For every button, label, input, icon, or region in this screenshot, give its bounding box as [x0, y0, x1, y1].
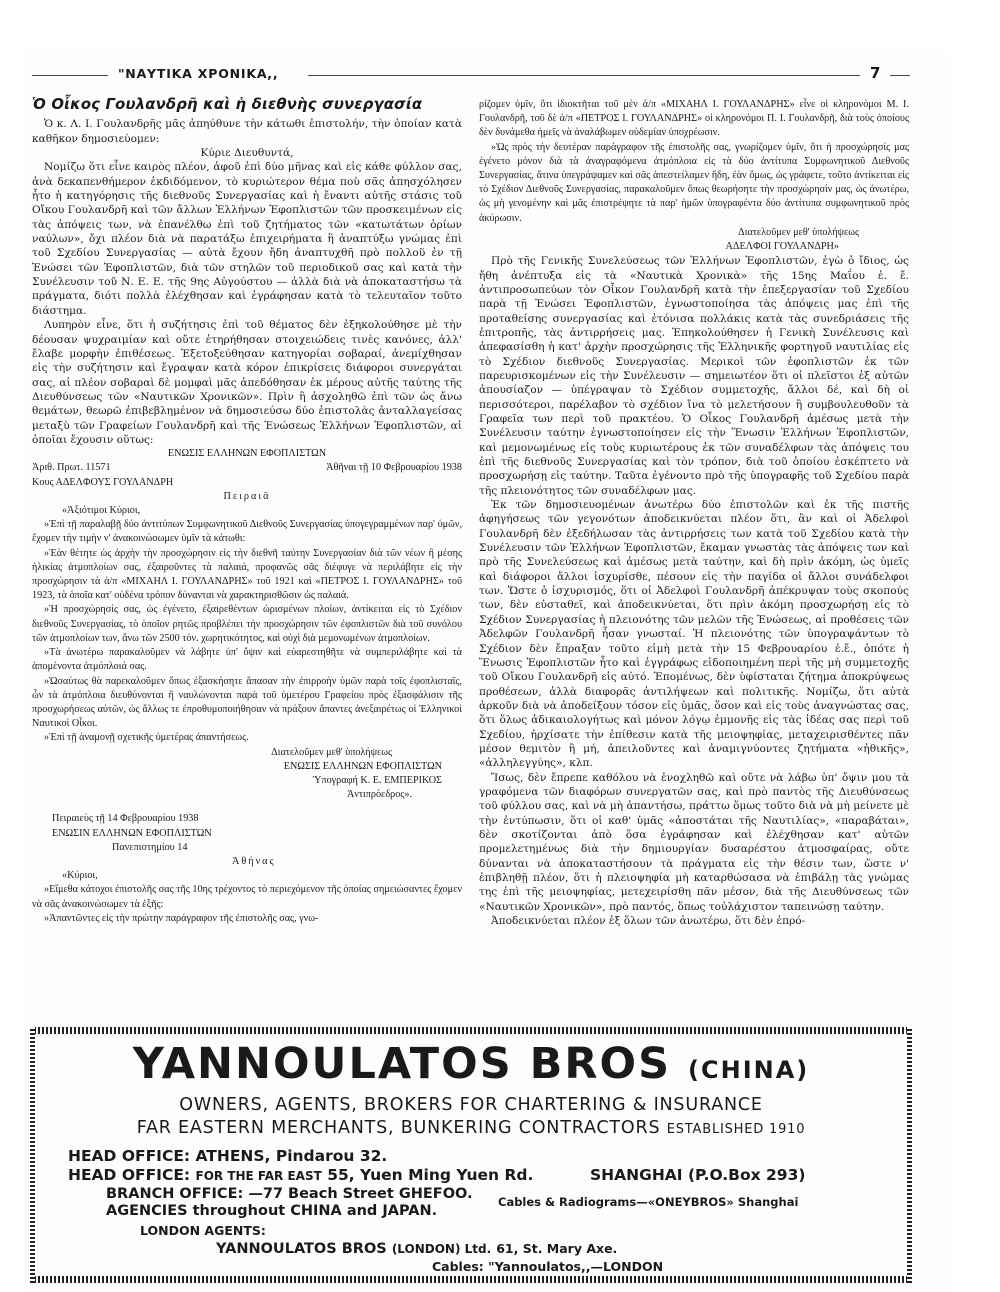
letter2-signature: ΑΔΕΛΦΟΙ ΓΟΥΛΑΝΔΡΗ»	[725, 241, 839, 253]
letter2-recipient: ΕΝΩΣΙΝ ΕΛΛΗΝΩΝ ΕΦΟΠΛΙΣΤΩΝ	[52, 827, 212, 839]
letter1-signature-name: Ὑπογραφή Κ. Ε. ΕΜΠΕΡΙΚΟΣ	[312, 774, 442, 786]
intro-paragraph: Ὁ κ. Λ. Ι. Γουλανδρῆς μᾶς ἀπηύθυνε τὴν κάτωθι ἐπιστολήν, τὴν ὁποίαν κατὰ καθῆκον δημοσιεύομεν:	[32, 118, 462, 145]
ad-border-top	[30, 1027, 912, 1034]
letter1-signature-role: Ἀντιπρόεδρος».	[346, 789, 412, 801]
page-number: 7	[870, 64, 881, 82]
letter2-date: Πειραιεὺς τῇ 14 Φεβρουαρίου 1938	[52, 813, 199, 825]
head-office-athens: HEAD OFFICE: ATHENS, Pindarou 32.	[68, 1147, 388, 1165]
letter1-city: Πειραιᾶ	[223, 490, 271, 502]
letter2-greeting: «Κύριοι,	[62, 870, 98, 882]
london-company: YANNOULATOS BROS	[216, 1241, 387, 1257]
company-name: YANNOULATOS BROS	[132, 1039, 672, 1089]
paragraph: Λυπηρὸν εἶνε, ὅτι ἡ συζήτησις ἐπὶ τοῦ θέματος δὲν ἐξηκολούθησε μὲ τὴν δέουσαν ψυχραιμίαν καὶ οὔτε ἐτηρήθησαν στοιχειώδεις τινὲς κανόνες, ἀλλ' ἔλαβε μορφὴν ἐπιθέσεως. Ἐξετοξεύθησαν κατηγορίαι σοβαραί, ἀνεμίχθησαν εἰς τὴν συζήτησιν καὶ ἔγραψαν κατὰ κόρον ἐπικρίσεις διάφοροι συνεργάται σας, αἱ πλέον σοβαραὶ δὲ μομφαὶ μᾶς ἀπεδόθησαν ἐκ μέρους αὐτῆς ταύτης τῆς Διευθύνσεως τῶν «Ναυτικῶν Χρονικῶν». Πρὶν ἢ ἀσχοληθῶ ἐπὶ τῶν ὡς ἄνω θεμάτων, θεωρῶ ἐπιβεβλημένον νὰ δημοσιεύσω δύο ἐπιστολὰς ἀνταλλαγείσας μεταξὺ τῶν Γραφείων Γουλανδρῆ καὶ τῆς Ἑνώσεως Ἑλλήνων Ἐφοπλιστῶν, αἱ ὁποῖαι ἔχουσιν οὕτως:	[32, 319, 462, 446]
london-agents-label: LONDON AGENTS:	[140, 1223, 266, 1238]
letter2-closing: Διατελοῦμεν μεθ' ὑπολήψεως	[738, 226, 859, 238]
established: ESTABLISHED 1910	[666, 1122, 806, 1137]
salutation: Κύριε Διευθυντά,	[200, 147, 294, 160]
far-east-address: 55, Yuen Ming Yuen Rd.	[327, 1166, 534, 1184]
merchants-text: FAR EASTERN MERCHANTS, BUNKERING CONTRACTORS	[136, 1118, 661, 1138]
letter2-street: Πανεπιστημίου 14	[112, 841, 188, 853]
paragraph: Ἐκ τῶν δημοσιευομένων ἀνωτέρω δύο ἐπιστολῶν καὶ ἐκ τῆς πιστῆς ἀφηγήσεως τῶν γεγονότων ἀποδεικνύεται πλέον ὅτι, ἂν καὶ οἱ Ἀδελφοὶ Γουλανδρῆ δὲν ἐξεδήλωσαν τὰς ἀντιρρήσεις των κατὰ τοῦ Σχεδίου κατὰ τὴν Συνέλευσιν τῶν Ἑλλήνων Ἐφοπλιστῶν, ἔκαμαν γνωστὰς τὰς ἀπόψεις των καὶ πρὸ τῆς Συνελεύσεως καὶ ἀμέσως μετὰ ταύτην, καὶ δὴ πρὶν ἀκόμη, ὡς ὑμεῖς καὶ διάφοροι ἄλλοι ἰσχυρίσθε, πέσουν εἰς τὴν παγίδα οἱ ἄλλοι συνάδελφοι των. Ὥστε ὁ ἰσχυρισμός, ὅτι οἱ Ἀδελφοὶ Γουλανδρῆ ἀπέκρυψαν τοὺς σκοπούς των, δὲν εὐσταθεῖ, καὶ ἀποδεικνύεται, ὅτι πρὶν ἀκόμη προσχωρήσῃ εἰς τὸ Σχέδιον Συνεργασίας ἡ πλειονότης τῶν μελῶν τῆς Ἑνώσεως, αἱ προθέσεις τῶν Ἀδελφῶν Γουλανδρῆ ἦσαν γνωσταί. Ἡ πλειονότης τῶν ὑπογραψάντων τὸ Σχέδιον δὲν ἔπραξαν τοῦτο εἰμὴ μετὰ τὴν 15 Φεβρουαρίου ἐ.ἔ., ὁπότε ἡ Ἕνωσις Ἐφοπλιστῶν ἦτο καὶ ἐγγράφως εἰδοποιημένη περὶ τῆς μὴ συμμετοχῆς τοῦ Οἴκου Γουλανδρῆ εἰς αὐτό. Ἑπομένως, δὲν ὑφίσταται ζήτημα ἀποκρύψεως προθέσεων, ἀλλὰ διαφορᾶς ἀντιλήψεων καὶ πολιτικῆς. Νομίζω, ὅτι αὐτὰ ἀρκοῦν διὰ νὰ ἀποδείξουν τόσον εἰς ὑμᾶς, ὅσον καὶ εἰς τοὺς ἀναγνώστας σας, ὅτι ὅλως ἀδικαιολογήτως καὶ μόνον λόγῳ ἐμμονῆς εἰς τὰς ἰδέας σας περὶ τοῦ Σχεδίου, ἠρχίσατε τὴν ἐπίθεσιν κατὰ τῆς μειοψηφίας, μεταχειρισθέντες πᾶν μέσον θεμιτὸν ἢ μή, ἀπειλοῦντες καὶ ἀναμιγνύοντες ζητήματα «ἠθικῆς», «ἀλληλεγγύης», κλπ.	[479, 499, 909, 770]
letter1-paragraph: »Ἐπὶ τῇ παραλαβῇ δύο ἀντιτύπων Συμφωνητικοῦ Διεθνοῦς Συνεργασίας ὑπογεγραμμένων παρ' ὑμῶν, ἔχομεν τὴν τιμὴν ν' ἀνακοινώσωμεν ὑμῖν τὰ κάτωθι:	[32, 519, 462, 545]
paragraph: Πρὸ τῆς Γενικῆς Συνελεύσεως τῶν Ἑλλήνων Ἐφοπλιστῶν, ἐγὼ ὁ ἴδιος, ὡς ἤθη ἀνέπτυξα εἰς τὰ «Ναυτικὰ Χρονικὰ» τῆς 15ης Μαΐου ἐ. ἔ. ἀντιπροσωπεύων τὸν Οἶκον Γουλανδρῆ κατὰ τὴν ἐπεξεργασίαν τοῦ Σχεδίου παρὰ τῇ Ἑνώσει Ἐφοπλιστῶν, ἐγνωστοποίησα τὰς ἀπόψεις μας ἐπὶ τῆς προταθείσης συνεργασίας καὶ ἐτόνισα πολλάκις κατὰ τὰς συνεδριάσεις τῆς ἐπιτροπῆς, τὰς ἀντιρρήσεις μας. Ἐπηκολούθησεν ἡ Γενικὴ Συνέλευσις καὶ ἀπεφασίσθη ἡ κατ' ἀρχὴν προσχώρησις τῆς Ἑλληνικῆς φορτηγοῦ ναυτιλίας εἰς τὸ Σχέδιον διεθνοῦς Συνεργασίας. Μερικοὶ τῶν ἐφοπλιστῶν ἐκ τῶν παρευρισκομένων εἰς τὴν Συνέλευσιν — σημειωτέον ὅτι οἱ πλεῖστοι ἐξ αὐτῶν ἀπουσίαζον — ὑπέγραψαν τὸ Σχέδιον συμμετοχῆς, ἄλλοι δέ, καὶ δὴ οἱ περισσότεροι, παρέλαβον τὸ σχέδιον ἵνα τὸ μελετήσουν ἢ συμβουλευθοῦν τὰ Γραφεῖα των περὶ τοῦ πρακτέου. Ὁ Οἶκος Γουλανδρῆ ἀμέσως μετὰ τὴν Συνέλευσιν ταύτην ἐγνωστοποίησεν εἰς τὴν Ἕνωσιν Ἑλλήνων Ἐφοπλιστῶν, καὶ μεμονωμένως εἰς τοὺς κυριωτέρους ἐκ τῶν συναδέλφων τὰς ἀπόψεις του ἐπὶ τῆς διεθνοῦς Συνεργασίας καὶ τὸν τρόπον, διὰ τοῦ ὁποίου ἐσκέπτετο νὰ προσχωρήσῃ εἰς ταύτην. Ταῦτα ἐγένοντο πρὸ τῆς ὑπογραφῆς τοῦ Σχεδίου παρὰ τῆς πλειονότητος τῶν συναδέλφων μας.	[479, 255, 909, 497]
letter2-paragraph: »Ἀπαντῶντες εἰς τὴν πρώτην παράγραφον τῆς ἐπιστολῆς σας, γνω-	[44, 912, 319, 924]
company-suffix: (CHINA)	[688, 1056, 810, 1084]
header-rule-middle	[308, 75, 860, 76]
paragraph: Νομίζω ὅτι εἶνε καιρὸς πλέον, ἀφοῦ ἐπὶ δύο μῆνας καὶ εἰς κάθε φύλλον σας, ἀνὰ δεκαπενθήμερον ἐκδιδόμενον, τὸ κυριώτερον θέμα ποὺ σᾶς ἀπησχόλησεν ἦτο ἡ κατηγόρησις τῆς διεθνοῦς Συνεργασίας καὶ ἡ ἔναντι αὐτῆς στάσις τοῦ Οἴκου Γουλανδρῆ καὶ τῶν ἄλλων Ἑλλήνων Ἐφοπλιστῶν τῶν προσκειμένων εἰς τὰς ἀπόψεις των, νὰ ἐπανέλθω ἐπὶ τοῦ ζητήματος τῶν «κατωτάτων ὁρίων ναύλων», ὄχι πλέον διὰ νὰ παρατάξω ἐπιχειρήματα ἢ ἀναπτύξω γνώμας ἐπὶ τοῦ Σχεδίου Συνεργασίας — αὐτὰ ἔχουν ἤδη ἀναπτυχθῆ πρὸ πολλοῦ ἐν τῇ Ἑνώσει τῶν Ἐφοπλιστῶν, διὰ τῶν στηλῶν τοῦ περιοδικοῦ σας καὶ κατὰ τὴν Συνέλευσιν τοῦ Ν. Ε. Ε. τῆς 9ης Αὐγούστου — ἀλλὰ διὰ νὰ ἀποκαταστήσω τὰ πράγματα, διότι πολλὰ ἐλέχθησαν καὶ ἐγράφησαν κατὰ τὸ τελευταῖον τοῦτο διάστημα.	[32, 161, 462, 317]
ad-merchants-line	[30, 1118, 912, 1138]
running-header	[32, 66, 910, 82]
advertisement	[30, 1027, 912, 1283]
head-office-label: HEAD OFFICE:	[68, 1166, 191, 1184]
london-company-line	[216, 1241, 617, 1257]
shanghai-pobox: SHANGHAI (P.O.Box 293)	[590, 1166, 806, 1184]
cables-shanghai: Cables & Radiograms—«ONEYBROS» Shanghai	[498, 1195, 799, 1209]
header-rule-right	[890, 75, 910, 76]
letter2-continuation: ρίζομεν ὑμῖν, ὅτι ἰδιοκτῆται τοῦ μὲν ἀ/π «ΜΙΧΑΗΛ Ι. ΓΟΥΛΑΝΔΡΗΣ» εἶνε οἱ κληρονόμοι Μ. Ι. Γουλανδρῆ, τοῦ δὲ ἀ/π «ΠΕΤΡΟΣ Ι. ΓΟΥΛΑΝΔΡΗΣ» οἱ κληρονόμοι Π. Ι. Γουλανδρῆ, διὰ τοὺς ὁποίους δὲν δυνάμεθα ἡμεῖς νὰ ἀναλάβωμεν οὐδεμίαν ὑποχρέωσιν.	[479, 99, 909, 139]
letter1-paragraph: »Ὡσαύτως θὰ παρεκαλοῦμεν ὅπως ἐξασκήσητε ἅπασαν τὴν ἐπιρροὴν ὑμῶν παρὰ τοῖς ἐφοπλισταῖς, ὧν τὰ ἀτμόπλοια διευθύνονται ἢ ναυλώνονται παρὰ τοῦ ὑμετέρου Γραφείου πρὸς ἐξασφάλισιν τῆς προσχωρήσεως αὐτῶν, ὡς ἄλλως τε ἐπροθυμοποιήθησαν νὰ πράξουν ἅπαντες ἀνεξαιρέτως οἱ Ἑλληνικοὶ Ναυτικοὶ Οἶκοι.	[32, 675, 462, 730]
paragraph: Ἴσως, δὲν ἔπρεπε καθόλου νὰ ἐνοχληθῶ καὶ οὔτε νὰ λάβω ὑπ' ὄψιν μου τὰ γραφόμενα τῶν διαφόρων συνεργατῶν σας, καὶ πρὸ παντὸς τῆς Διευθύνσεως τοῦ φύλλου σας, καὶ νὰ μὴ ἀπαντήσω, πράττω ὅμως τοῦτο διὰ νὰ μὴ μείνετε μὲ τὴν ἐντύπωσιν, ὅτι οἱ καθ' ὑμᾶς «ἀποστάται τῆς Ναυτιλίας», «παραβάται», δὲν σκοτίζονται ἀπὸ ὅσα ἐγράφησαν καὶ ἐλέχθησαν κατ' αὐτῶν προμελετημένως διὰ τὴν δημιουργίαν δυσαρέστου ἀτμοσφαίρας, οὔτε δύνανται νὰ ἀποκαταστήσουν τὰ πράγματα εἰς τὴν θέσιν των, ὥστε ν' ἐπιβληθῇ πλέον, ὅτι ἡ πλειοψηφία μὴ καταρθώσασα νὰ ἐπιβάλῃ τὰς γνώμας της ἐπὶ τῆς μειοψηφίας, μετεχειρίσθη πᾶν μέσον, διὰ τῆς Διευθύνσεως τῶν «Ναυτικῶν Χρονικῶν», πρὸ παντός, ὅπως τοὐλάχιστον ταπεινώσῃ ταύτην.	[479, 771, 909, 913]
letter1-paragraph: »Τὰ ἀνωτέρω παρακαλοῦμεν νὰ λάβητε ὑπ' ὄψιν καὶ εὐαρεστηθῆτε νὰ συμπεριλάβητε καὶ τὰ ἀπομένοντα ἀτμόπλοιά σας.	[32, 647, 462, 673]
ad-company-name	[30, 1039, 912, 1089]
agencies: AGENCIES throughout CHINA and JAPAN.	[106, 1203, 438, 1219]
letter1-ref: Ἀριθ. Πρωτ. 11571	[32, 462, 111, 474]
letter1-closing: Διατελοῦμεν μεθ' ὑπολήψεως	[271, 746, 392, 758]
letter1-paragraph: »Ἐὰν θέτητε ὡς ἀρχὴν τὴν προσχώρησιν εἰς τὴν διεθνῆ ταύτην Συνεργασίαν διὰ τῶν νέων ἢ μέσης ἡλικίας ἀτμοπλοίων σας, ἐξαιροῦντες τὰ παλαιά, προφανῶς σᾶς διέφυγε νὰ περιλάβητε εἰς τὴν προσχώρησιν τὰ ἀ/π «ΜΙΧΑΗΛ Ι. ΓΟΥΛΑΝΔΡΗΣ» τοῦ 1921 καὶ «ΠΕΤΡΟΣ Ι. ΓΟΥΛΑΝΔΡΗΣ» τοῦ 1923, τὰ ὁποῖα κατ' οὐδένα τρόπον δύνανται νὰ χαρακτηρισθῶσιν ὡς παλαιά.	[32, 547, 462, 602]
branch-office: BRANCH OFFICE: —77 Beach Street GHEFOO.	[106, 1186, 473, 1202]
letter1-date: Ἀθῆναι τῇ 10 Φεβρουαρίου 1938	[326, 462, 462, 474]
london-address: 61, St. Mary Axe.	[496, 1241, 618, 1256]
right-column	[479, 98, 909, 928]
header-rule-left	[32, 75, 108, 76]
letter1-org: ΕΝΩΣΙΣ ΕΛΛΗΝΩΝ ΕΦΟΠΛΙΣΤΩΝ	[167, 448, 327, 460]
left-column	[32, 98, 462, 926]
letter1-greeting: «Ἀξιότιμοι Κύριοι,	[62, 505, 141, 517]
letter2-paragraph: »Εἴμεθα κάτοχοι ἐπιστολῆς σας τῆς 10ης τρέχοντος τὸ περιεχόμενον τῆς ὁποίας σημειώσαντες ἔχομεν νὰ σᾶς ἀνακοινώσωμεν τὰ ἑξῆς:	[32, 884, 462, 910]
publication-title: "ΝΑΥΤΙΚΑ ΧΡΟΝΙΚΑ,,	[118, 66, 279, 81]
letter2-paragraph: »Ὡς πρὸς τὴν δευτέραν παράγραφον τῆς ἐπιστολῆς σας, γνωρίζομεν ὑμῖν, ὅτι ἡ προσχώρησίς μας ἐγένετο μόνον διὰ τὰ ἀναγραφόμενα ἀτμόπλοια εἰς τὰ δύο ἀντίτυπα Συμφωνητικοῦ Διεθνοῦς Συνεργασίας, ἅτινα ὑπεγράψαμεν καὶ σᾶς ἀπεστείλαμεν ἤδη, ἐὰν ὅμως, ὡς γράφετε, τοῦτο ἀντίκειται εἰς τὸ Σχέδιον Διεθνοῦς Συνεργασίας, παρακαλοῦμεν ὅπως θεωρήσητε τὴν προσχώρησίν μας, ὡς ἀνωτέρω, ὡς μὴ γενομένην καὶ μᾶς ἐπιστρέψητε τὰ παρ' ἡμῶν ὑπογραφέντα δύο ἀντίτυπα συμφωνητικοῦ πρὸς ἀκύρωσιν.	[479, 141, 909, 224]
ad-border-bottom	[30, 1276, 912, 1283]
article-heading: Ὁ Οἶκος Γουλανδρῆ καὶ ἡ διεθνὴς συνεργασία	[32, 96, 423, 113]
letter1-ref-line	[32, 461, 462, 475]
letter1-paragraph: »Ἡ προσχώρησίς σας, ὡς ἐγένετο, ἐξαιρεθέντων ὡρισμένων πλοίων, ἀντίκειται εἰς τὸ Σχέδιον διεθνοῦς Συνεργασίας, τὸ ὁποῖον ρητῶς προβλέπει τὴν προσχώρησιν τῶν ἐφοπλιστῶν διὰ τοῦ συνόλου τῶν ἀτμοπλοίων των, ἄνω τῶν 2500 τόν. χωρητικότητος, καὶ οὐχὶ διὰ μεμονωμένων ἀτμοπλοίων.	[32, 604, 462, 644]
head-office-far-east	[68, 1166, 533, 1184]
london-cables: Cables: "Yannoulatos,,—LONDON	[432, 1259, 664, 1274]
london-company-suffix: (LONDON) Ltd.	[391, 1242, 492, 1256]
letter1-signature-org: ΕΝΩΣΙΣ ΕΛΛΗΝΩΝ ΕΦΟΠΛΙΣΤΩΝ	[283, 760, 442, 772]
far-east-label: FOR THE FAR EAST	[195, 1169, 322, 1183]
letter1-recipient: Κους ΑΔΕΛΦΟΥΣ ΓΟΥΛΑΝΔΡΗ	[32, 476, 174, 488]
paragraph: Ἀποδεικνύεται πλέον ἐξ ὅλων τῶν ἀνωτέρω, ὅτι δὲν ἐπρό-	[491, 915, 806, 928]
letter1-paragraph: »Ἐπὶ τῇ ἀναμονῇ σχετικῆς ὑμετέρας ἀπαντήσεως.	[44, 732, 249, 744]
letter2-city: Ἀθήνας	[232, 855, 276, 867]
ad-services-line: OWNERS, AGENTS, BROKERS FOR CHARTERING & INSURANCE	[179, 1095, 763, 1115]
